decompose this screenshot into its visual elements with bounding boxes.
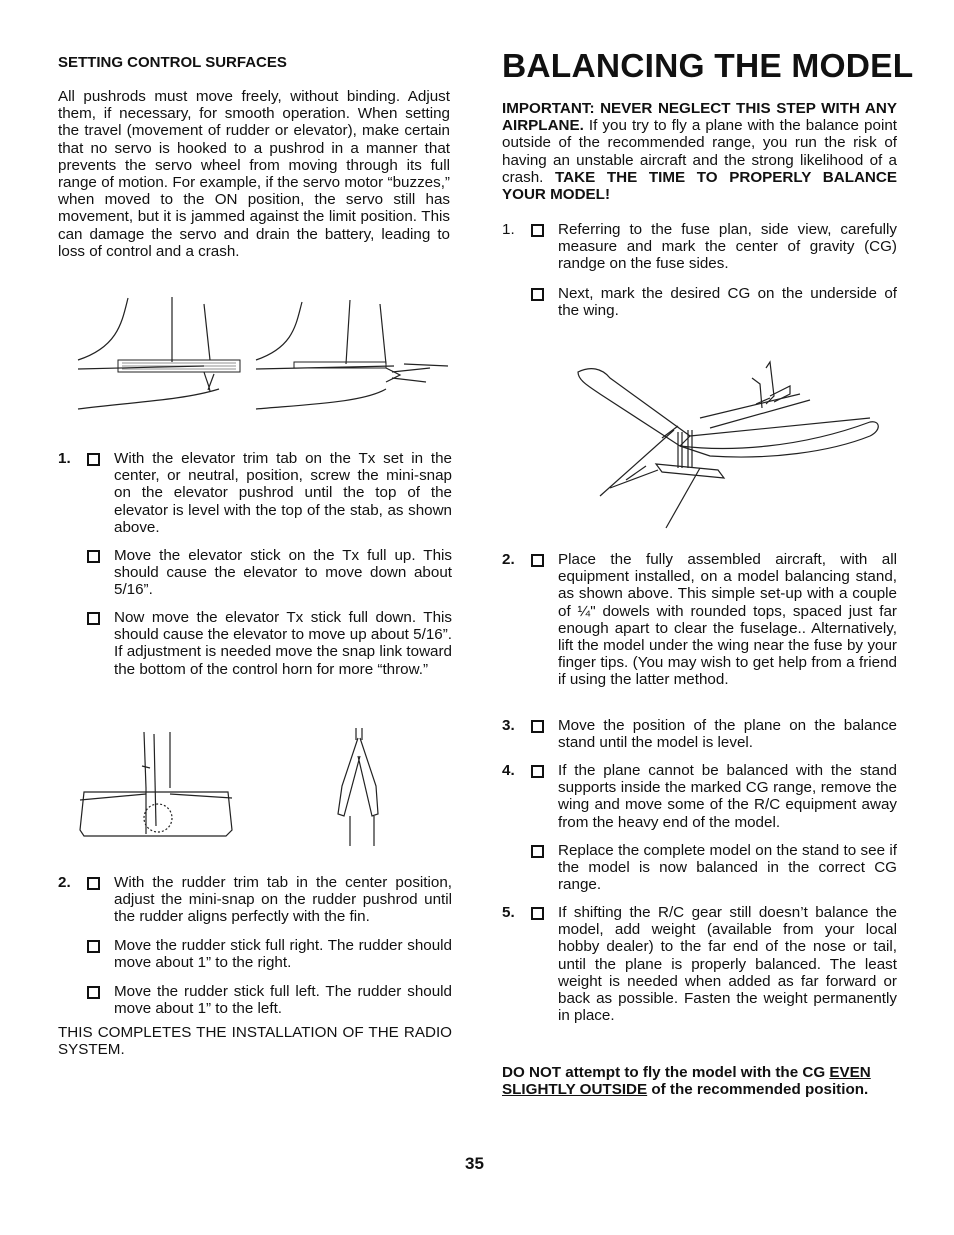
step-text: Place the fully assembled aircraft, with all equipment installed, on a model balancing stand, as shown above. This simple set-up with a couple of ¼" dowels with rounded tops, spaced just far enough apart to clear the fuselage.. Alternatively, lift the model under the wing near the fuse by your finger tips. (You may wish to get help from a friend if using the latter method. (558, 551, 897, 689)
section-heading: SETTING CONTROL SURFACES (58, 54, 287, 71)
important-body: If you try to fly a plane with the balance point outside of the recommended range, you run the risk of having an unstable aircraft and the strong likelihood of a crash. (502, 117, 897, 186)
page-number: 35 (465, 1154, 484, 1173)
step-number: 5. (502, 904, 515, 921)
left-step-2c (58, 983, 452, 1019)
right-step-3 (502, 717, 897, 753)
step-text: If shifting the R/C gear still doesn’t balance the model, add weight (available from your local hobby dealer) to the far end of the nose or tail, until the plane is properly balanced. The least weight is needed when added as far forward or back as possible. Fasten the weight permanently in place. (558, 904, 897, 1025)
right-step-4b (502, 842, 897, 897)
step-number: 2. (58, 874, 71, 891)
right-step-1b (502, 285, 897, 321)
left-step-2 (58, 874, 452, 929)
right-step-4 (502, 762, 897, 834)
step-text: Move the rudder stick full left. The rudder should move about 1” to the left. (114, 983, 452, 1018)
step-text: If the plane cannot be balanced with the stand supports inside the marked CG range, remove the wing and move some of the R/C equipment away from the heavy end of the model. (558, 762, 897, 831)
right-step-5 (502, 904, 897, 1029)
page-title: BALANCING THE MODEL (502, 48, 914, 85)
checkbox-icon[interactable] (531, 288, 544, 301)
step-number: 3. (502, 717, 515, 734)
right-step-2 (502, 551, 897, 711)
checkbox-icon[interactable] (531, 224, 544, 237)
checkbox-icon[interactable] (87, 612, 100, 625)
step-text: With the rudder trim tab in the center position, adjust the mini-snap on the rudder pushrod until the rudder aligns perfectly with the fin. (114, 874, 452, 926)
cg-warning-tail: of the recommended position. (647, 1081, 869, 1099)
step-text: With the elevator trim tab on the Tx set in the center, or neutral, position, screw the mini-snap on the elevator pushrod until the top of the elevator is level with the top of the stab, as shown above. (114, 450, 452, 536)
checkbox-icon[interactable] (87, 877, 100, 890)
step-text: Next, mark the desired CG on the underside of the wing. (558, 285, 897, 320)
step-text: Move the position of the plane on the balance stand until the model is level. (558, 717, 897, 752)
important-tail: TAKE THE TIME TO PROPERLY BALANCE YOUR MODEL! (502, 168, 898, 204)
important-lead: IMPORTANT: NEVER NEGLECT THIS STEP WITH ANY AIRPLANE. (502, 100, 897, 135)
important-paragraph (502, 100, 897, 203)
step-text: Referring to the fuse plan, side view, carefully measure and mark the center of gravity (CG) randge on the fuse sides. (558, 221, 897, 273)
step-text: Move the elevator stick on the Tx full up. This should cause the elevator to move down about 5/16”. (114, 547, 452, 599)
left-step-1c (58, 609, 452, 699)
step-text: Replace the complete model on the stand to see if the model is now balanced in the correct CG range. (558, 842, 897, 894)
cg-warning (502, 1064, 897, 1098)
elevator-diagram (74, 292, 454, 417)
checkbox-icon[interactable] (531, 845, 544, 858)
step-number: 1. (502, 221, 515, 238)
step-number: 2. (502, 551, 515, 568)
checkbox-icon[interactable] (87, 550, 100, 563)
right-step-1 (502, 221, 897, 276)
cg-warning-emphasis: EVEN SLIGHTLY OUTSIDE (502, 1064, 871, 1099)
checkbox-icon[interactable] (531, 554, 544, 567)
checkbox-icon[interactable] (87, 940, 100, 953)
step-number: 1. (58, 450, 71, 467)
left-step-2b (58, 937, 452, 973)
balance-stand-diagram (570, 356, 910, 532)
step-text: Move the rudder stick full right. The rudder should move about 1” to the right. (114, 937, 452, 972)
checkbox-icon[interactable] (87, 453, 100, 466)
rudder-diagram (74, 726, 394, 854)
checkbox-icon[interactable] (531, 907, 544, 920)
checkbox-icon[interactable] (87, 986, 100, 999)
checkbox-icon[interactable] (531, 720, 544, 733)
left-step-1 (58, 450, 452, 540)
cg-warning-lead: DO NOT attempt to fly the model with the CG (502, 1064, 830, 1081)
checkbox-icon[interactable] (531, 765, 544, 778)
left-step-1b (58, 547, 452, 602)
intro-paragraph: All pushrods must move freely, without binding. Adjust them, if necessary, for smooth operation. When setting the travel (movement of rudder or elevator), make certain that no servo is hooked to a pushrod in a manner that prevents the servo wheel from moving through its full range of motion. For example, if the servo motor “buzzes,” when moved to the ON position, the servo still has movement, but it is jammed against the limit position. This can damage the servo and drain the battery, leading to loss of control and a crash. (58, 88, 450, 260)
step-text: Now move the elevator Tx stick full down. This should cause the elevator to move up about 5/16”. If adjustment is needed move the snap link toward the bottom of the control horn for more “throw.” (114, 609, 452, 678)
closing-paragraph: THIS COMPLETES THE INSTALLATION OF THE RADIO SYSTEM. (58, 1024, 452, 1059)
step-number: 4. (502, 762, 515, 779)
